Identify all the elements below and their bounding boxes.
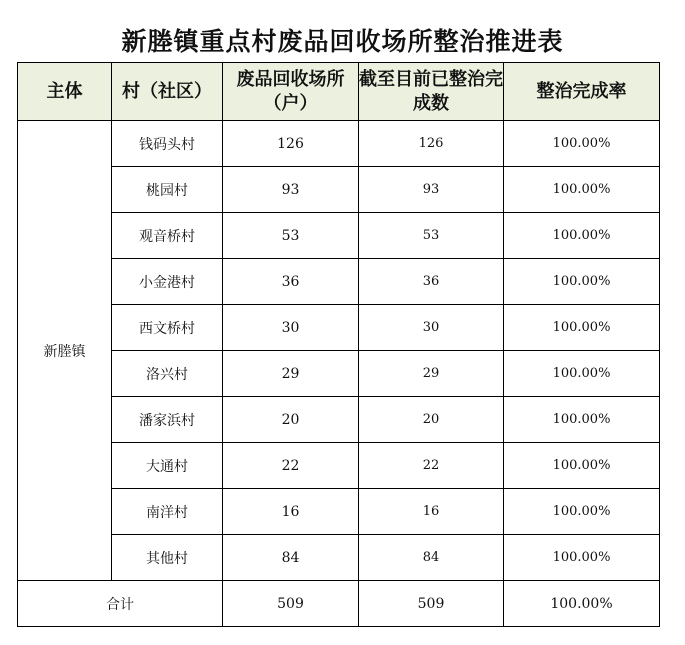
table-row bbox=[18, 351, 660, 397]
table-row bbox=[18, 259, 660, 305]
table-row bbox=[18, 167, 660, 213]
header-recycling-sites: 废品回收场所（户） bbox=[223, 63, 359, 121]
rate-cell: 100.00% bbox=[504, 121, 660, 167]
sites-cell: 29 bbox=[223, 351, 359, 397]
completed-cell: 16 bbox=[359, 489, 504, 535]
completed-cell: 36 bbox=[359, 259, 504, 305]
completed-cell: 22 bbox=[359, 443, 504, 489]
table-row bbox=[18, 443, 660, 489]
sites-cell: 20 bbox=[223, 397, 359, 443]
table-row bbox=[18, 305, 660, 351]
completed-cell: 126 bbox=[359, 121, 504, 167]
village-cell: 西文桥村 bbox=[112, 305, 223, 351]
completed-cell: 20 bbox=[359, 397, 504, 443]
sites-cell: 36 bbox=[223, 259, 359, 305]
village-cell: 小金港村 bbox=[112, 259, 223, 305]
rate-cell: 100.00% bbox=[504, 489, 660, 535]
sites-cell: 53 bbox=[223, 213, 359, 259]
rate-cell: 100.00% bbox=[504, 535, 660, 581]
village-cell: 洛兴村 bbox=[112, 351, 223, 397]
table-row bbox=[18, 489, 660, 535]
total-completed: 509 bbox=[359, 581, 504, 627]
rate-cell: 100.00% bbox=[504, 351, 660, 397]
village-cell: 观音桥村 bbox=[112, 213, 223, 259]
completed-cell: 29 bbox=[359, 351, 504, 397]
rate-cell: 100.00% bbox=[504, 443, 660, 489]
sites-cell: 16 bbox=[223, 489, 359, 535]
header-village: 村（社区） bbox=[112, 63, 223, 121]
table-row bbox=[18, 121, 660, 167]
rate-cell: 100.00% bbox=[504, 397, 660, 443]
total-sites: 509 bbox=[223, 581, 359, 627]
total-rate: 100.00% bbox=[504, 581, 660, 627]
total-row bbox=[18, 581, 660, 627]
sites-cell: 22 bbox=[223, 443, 359, 489]
rate-cell: 100.00% bbox=[504, 259, 660, 305]
sites-cell: 30 bbox=[223, 305, 359, 351]
header-completed: 截至目前已整治完成数 bbox=[359, 63, 504, 121]
header-subject: 主体 bbox=[18, 63, 112, 121]
completed-cell: 93 bbox=[359, 167, 504, 213]
rate-cell: 100.00% bbox=[504, 305, 660, 351]
table-row bbox=[18, 397, 660, 443]
village-cell: 潘家浜村 bbox=[112, 397, 223, 443]
header-rate: 整治完成率 bbox=[504, 63, 660, 121]
sites-cell: 93 bbox=[223, 167, 359, 213]
rate-cell: 100.00% bbox=[504, 213, 660, 259]
completed-cell: 84 bbox=[359, 535, 504, 581]
table-row bbox=[18, 213, 660, 259]
completed-cell: 30 bbox=[359, 305, 504, 351]
table-row bbox=[18, 535, 660, 581]
village-cell: 南洋村 bbox=[112, 489, 223, 535]
sites-cell: 84 bbox=[223, 535, 359, 581]
village-cell: 大通村 bbox=[112, 443, 223, 489]
town-cell: 新塍镇 bbox=[18, 121, 112, 581]
village-cell: 桃园村 bbox=[112, 167, 223, 213]
completed-cell: 53 bbox=[359, 213, 504, 259]
village-cell: 其他村 bbox=[112, 535, 223, 581]
sites-cell: 126 bbox=[223, 121, 359, 167]
progress-table bbox=[17, 62, 660, 627]
page-title: 新塍镇重点村废品回收场所整治推进表 bbox=[121, 27, 564, 56]
rate-cell: 100.00% bbox=[504, 167, 660, 213]
village-cell: 钱码头村 bbox=[112, 121, 223, 167]
total-label: 合计 bbox=[18, 581, 223, 627]
header-row bbox=[18, 63, 660, 121]
